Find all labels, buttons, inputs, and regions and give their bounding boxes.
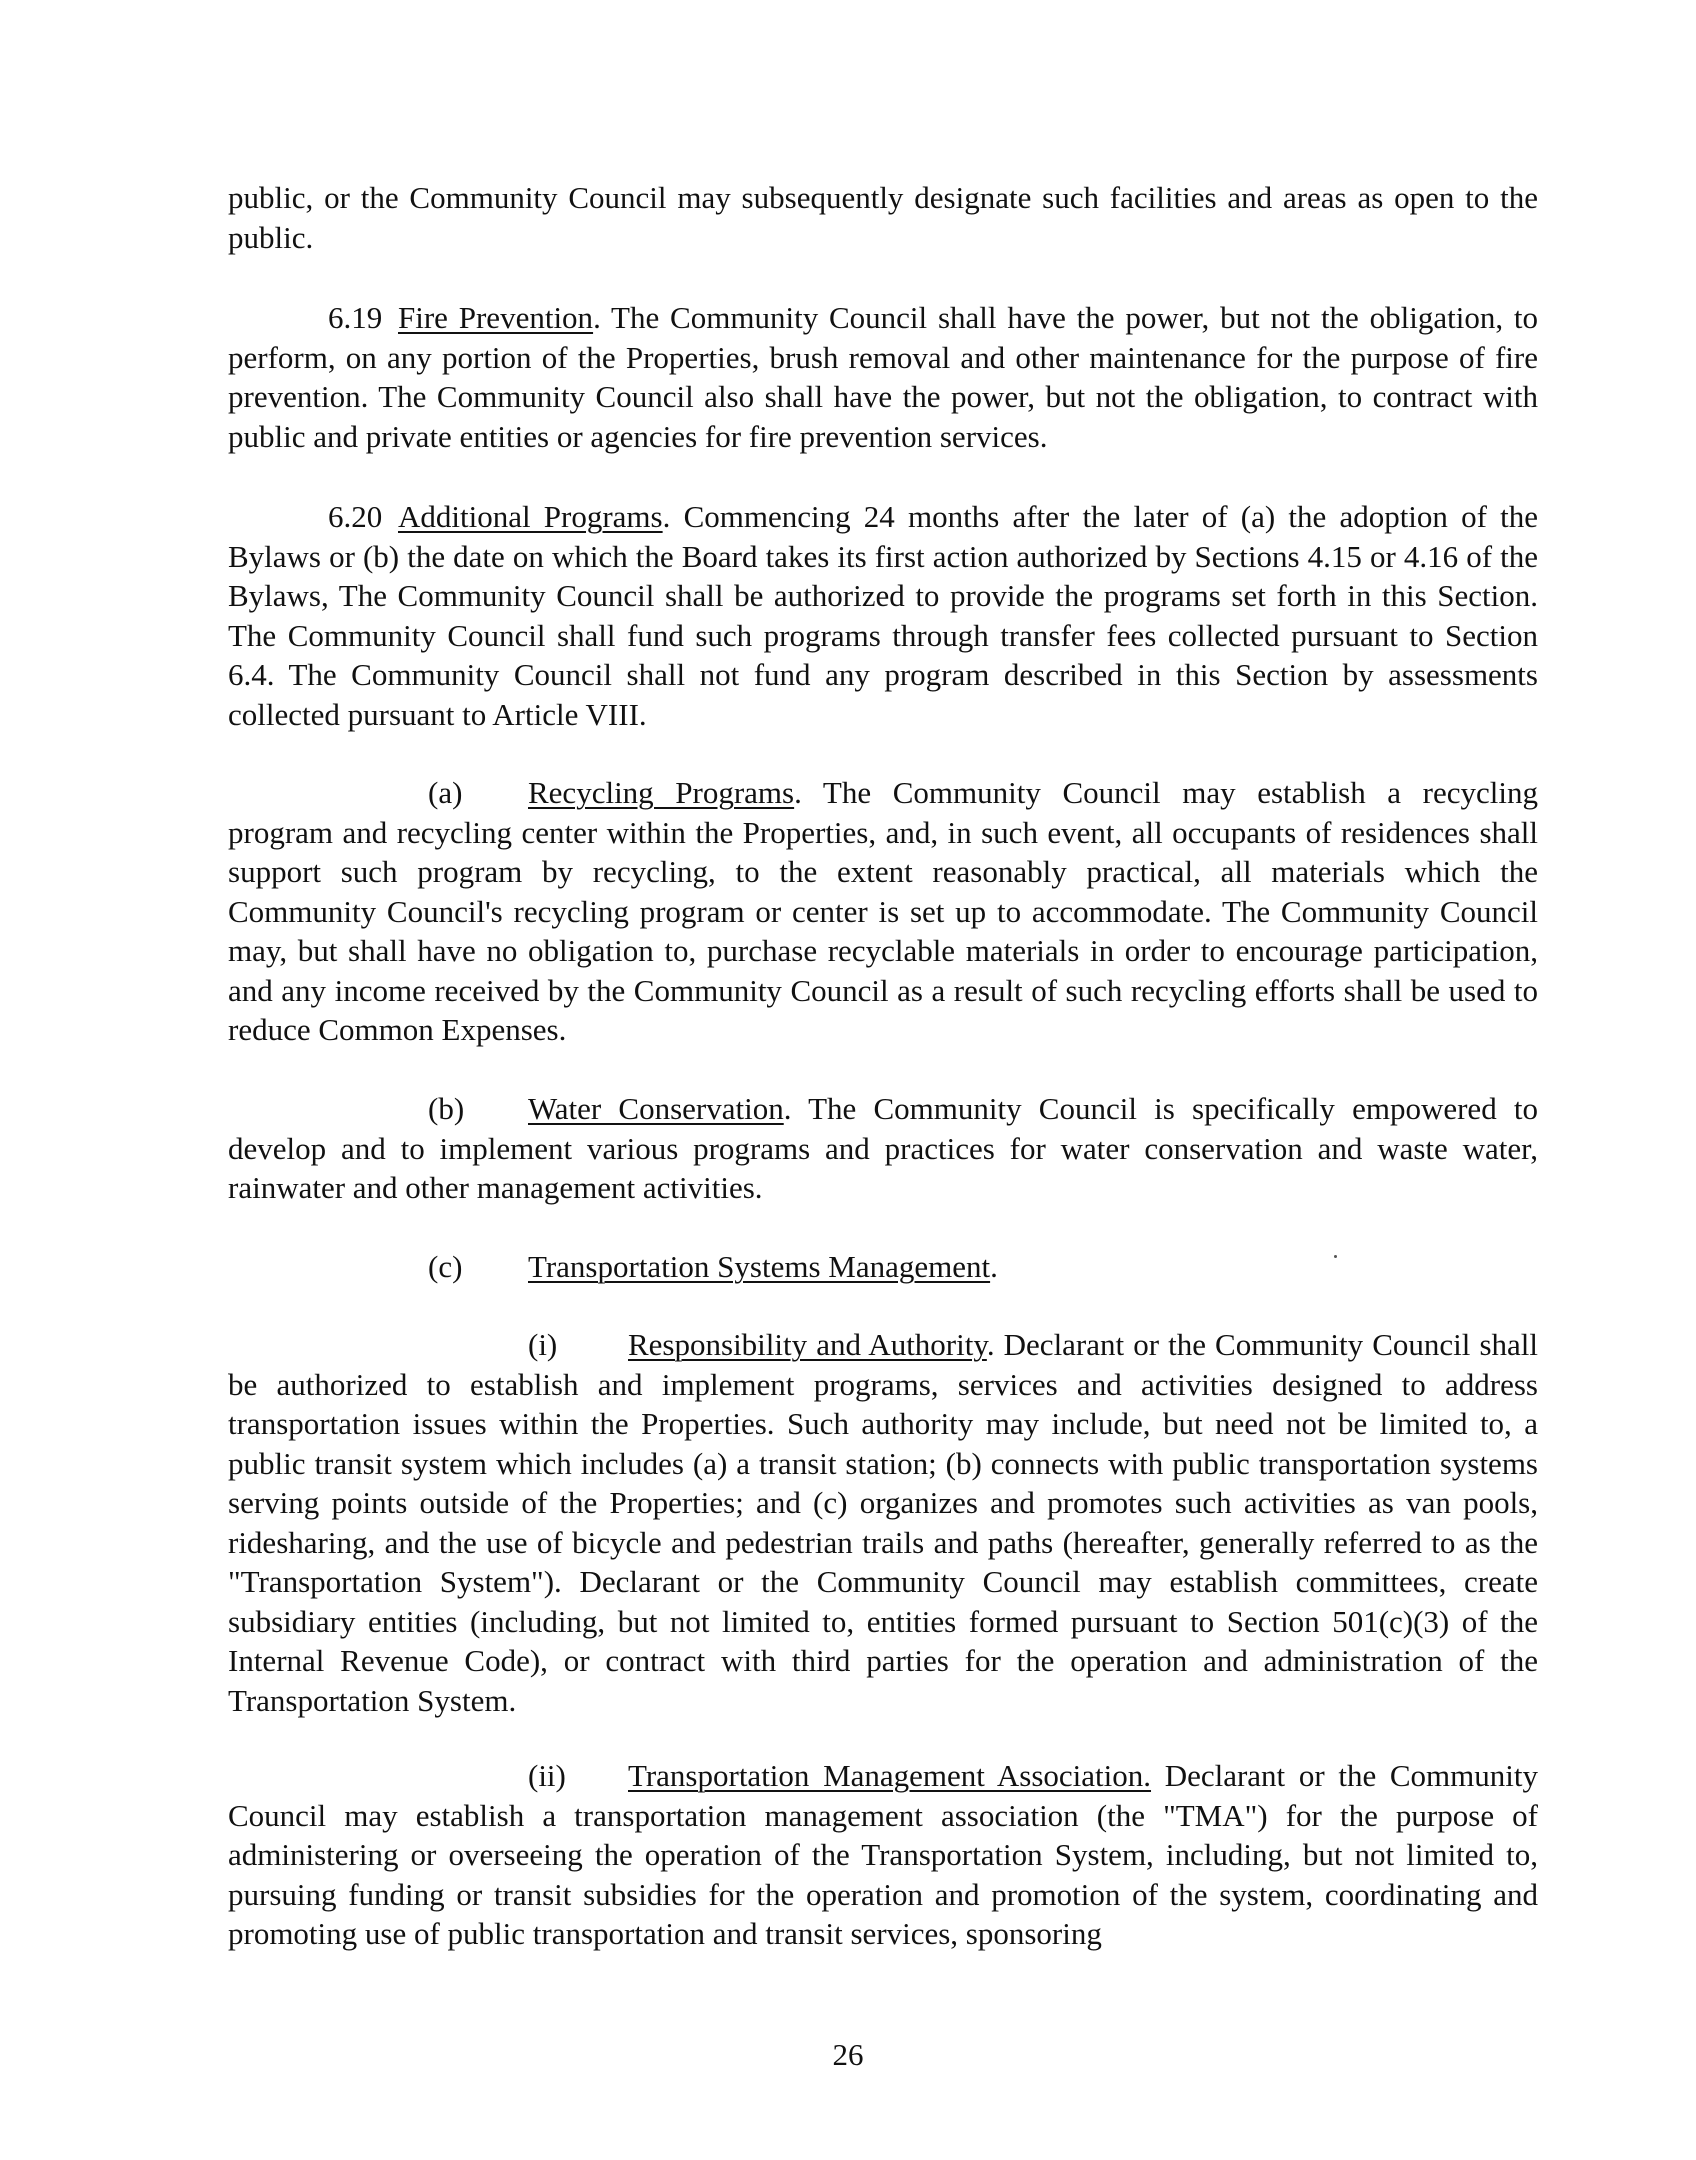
paragraph-body: public, or the Community Council may subsequently designate such facilities and areas as open to the public.: [228, 180, 1538, 255]
section-6-20-additional-programs: [228, 497, 1538, 734]
subsection-heading: Water Conservation: [528, 1091, 784, 1126]
item-number: (i): [528, 1327, 558, 1362]
item-heading: Transportation Management Association.: [628, 1758, 1152, 1793]
subsection-number: (c): [428, 1249, 463, 1284]
section-number: 6.20: [328, 499, 383, 534]
item-heading: Responsibility and Authority: [628, 1327, 987, 1362]
section-heading: Additional Programs: [398, 499, 663, 534]
subsection-c-transportation-systems-management: [228, 1247, 1538, 1287]
subsection-body: .: [990, 1249, 998, 1284]
subsection-heading: Recycling Programs: [528, 775, 795, 810]
item-ii-transportation-management-association: [228, 1756, 1538, 1954]
section-number: 6.19: [328, 300, 383, 335]
item-number: (ii): [528, 1758, 566, 1793]
scan-speck: [1334, 1255, 1337, 1258]
page-number: 26: [832, 2037, 864, 2072]
paragraph-continuation: [228, 178, 1538, 257]
section-body: . The Community Council shall have the power, but not the obligation, to perform, on any portion of the Properties, brush removal and other maintenance for the purpose of fire prevention. The Community Council also shall have the power, but not the obligation, to contract with public and private entities or agencies for fire prevention services.: [228, 300, 1539, 454]
section-heading: Fire Prevention: [398, 300, 594, 335]
subsection-number: (a): [428, 775, 463, 810]
subsection-heading: Transportation Systems Management: [528, 1249, 991, 1284]
section-6-19-fire-prevention: [228, 298, 1538, 456]
subsection-body: . The Community Council may establish a recycling program and recycling center within the Properties, and, in such event, all occupants of residences shall support such program by recycling, to the extent reasonably practical, all materials which the Community Council's recycling program or center is set up to accommodate. The Community Council may, but shall have no obligation to, purchase recyclable materials in order to encourage participation, and any income received by the Community Council as a result of such recycling efforts shall be used to reduce Common Expenses.: [228, 775, 1538, 1047]
subsection-b-water-conservation: [228, 1089, 1538, 1208]
item-i-responsibility-and-authority: [228, 1325, 1538, 1720]
subsection-a-recycling-programs: [228, 773, 1538, 1050]
item-body: Declarant or the Community Council may establish a transportation management association (the "TMA") for the purpose of administering or overseeing the operation of the Transportation System, including, but not limited to, pursuing funding or transit subsidies for the operation and promotion of the system, coordinating and promoting use of public transportation and transit services, sponsoring: [228, 1758, 1539, 1951]
subsection-body: . The Community Council is specifically empowered to develop and to implement various programs and practices for water conservation and waste water, rainwater and other management activities.: [228, 1091, 1538, 1205]
subsection-number: (b): [428, 1091, 465, 1126]
item-body: . Declarant or the Community Council shall be authorized to establish and implement programs, services and activities designed to address transportation issues within the Properties. Such authority may include, but need not be limited to, a public transit system which includes (a) a transit station; (b) connects with public transportation systems serving points outside of the Properties; and (c) organizes and promotes such activities as van pools, ridesharing, and the use of bicycle and pedestrian trails and paths (hereafter, generally referred to as the "Transportation System"). Declarant or the Community Council may establish committees, create subsidiary entities (including, but not limited to, entities formed pursuant to Section 501(c)(3) of the Internal Revenue Code), or contract with third parties for the operation and administration of the Transportation System.: [228, 1327, 1538, 1718]
section-body: . Commencing 24 months after the later of (a) the adoption of the Bylaws or (b) the date on which the Board takes its first action authorized by Sections 4.15 or 4.16 of the Bylaws, The Community Council shall be authorized to provide the programs set forth in this Section. The Community Council shall fund such programs through transfer fees collected pursuant to Section 6.4. The Community Council shall not fund any program described in this Section by assessments collected pursuant to Article VIII.: [228, 499, 1539, 732]
